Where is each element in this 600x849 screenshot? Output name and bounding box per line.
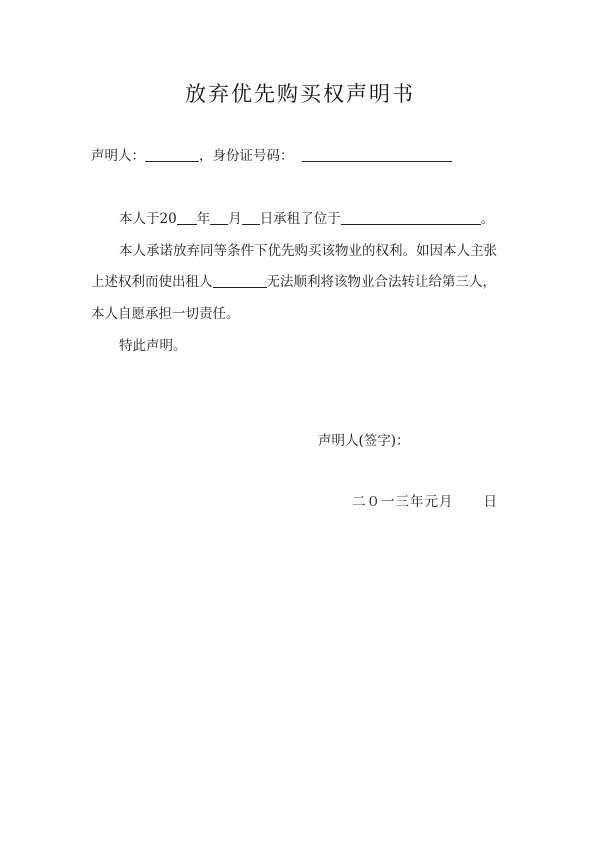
date-text: 二０一三年元月	[352, 494, 454, 510]
id-number-label: ，身份证号码：	[199, 148, 294, 164]
declarant-name-blank	[145, 147, 199, 162]
lease-day-text: 日承租了位于	[259, 211, 341, 227]
lease-year-prefix: 20	[159, 211, 177, 227]
lease-line	[119, 207, 494, 227]
lease-intro-text: 本人于	[119, 211, 160, 227]
lease-end-mark: 。	[480, 211, 495, 227]
declarant-label: 声明人：	[91, 148, 145, 164]
lease-month-text: 月	[228, 211, 242, 227]
lease-day-blank	[242, 210, 260, 225]
promise-line-3: 本人自愿承担一切责任。	[91, 306, 240, 322]
signature-label: 声明人(签字)：	[318, 433, 410, 449]
lease-year-blank	[177, 210, 197, 225]
declarant-line	[91, 144, 452, 164]
promise-line-2	[91, 270, 496, 290]
promise-line-1: 本人承诺放弃同等条件下优先购买该物业的权利。如因本人主张	[119, 243, 497, 259]
id-number-blank	[302, 147, 452, 162]
lease-month-blank	[210, 210, 228, 225]
lease-address-blank	[341, 210, 481, 225]
lease-year-suffix: 年	[196, 211, 211, 227]
lessor-name-blank	[213, 273, 267, 288]
promise-line-2-end: 无法顺利将该物业合法转让给第三人，	[266, 274, 496, 290]
date-day-text: 日	[483, 494, 497, 510]
promise-line-2-start: 上述权利而使出租人	[91, 274, 213, 290]
hereby-declare-text: 特此声明。	[119, 338, 187, 354]
date-line	[352, 490, 497, 510]
document-title: 放弃优先购买权声明书	[185, 82, 415, 106]
